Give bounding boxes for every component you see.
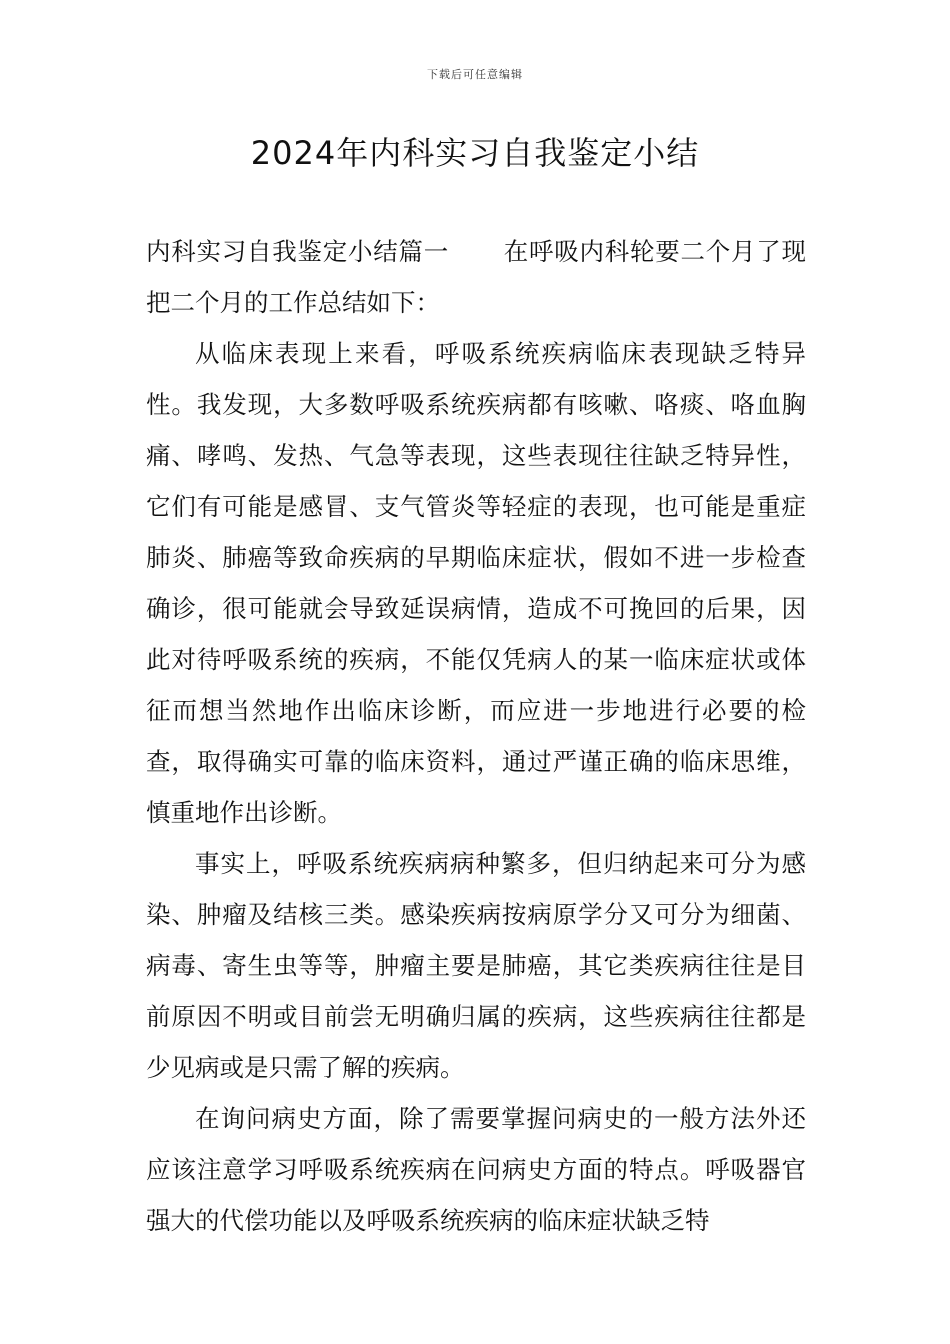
intro-paragraph [146, 226, 806, 328]
header-note: 下载后可任意编辑 [427, 68, 523, 81]
document-title: 2024年内科实习自我鉴定小结 [250, 134, 700, 172]
document-body [146, 226, 806, 1246]
paragraph-3: 在询问病史方面，除了需要掌握问病史的一般方法外还应该注意学习呼吸系统疾病在问病史方面的特点。呼吸器官强大的代偿功能以及呼吸系统疾病的临床症状缺乏特 [146, 1104, 806, 1235]
intro-lead: 内科实习自我鉴定小结篇一 [146, 237, 449, 266]
paragraph-2: 事实上，呼吸系统疾病病种繁多，但归纳起来可分为感染、肿瘤及结核三类。感染疾病按病原学分又可分为细菌、病毒、寄生虫等等，肿瘤主要是肺癌，其它类疾病往往是目前原因不明或目前尝无明确归属的疾病，这些疾病往往都是少见病或是只需了解的疾病。 [146, 849, 806, 1082]
paragraph-1: 从临床表现上来看，呼吸系统疾病临床表现缺乏特异性。我发现，大多数呼吸系统疾病都有咳嗽、咯痰、咯血胸痛、哮鸣、发热、气急等表现，这些表现往往缺乏特异性，它们有可能是感冒、支气管炎等轻症的表现，也可能是重症肺炎、肺癌等致命疾病的早期临床症状，假如不进一步检查确诊，很可能就会导致延误病情，造成不可挽回的后果，因此对待呼吸系统的疾病，不能仅凭病人的某一临床症状或体征而想当然地作出临床诊断，而应进一步地进行必要的检查，取得确实可靠的临床资料，通过严谨正确的临床思维，慎重地作出诊断。 [146, 339, 806, 827]
intro-text: 在呼吸内科轮要二个月了现把二个月的工作总结如下： [146, 237, 806, 317]
